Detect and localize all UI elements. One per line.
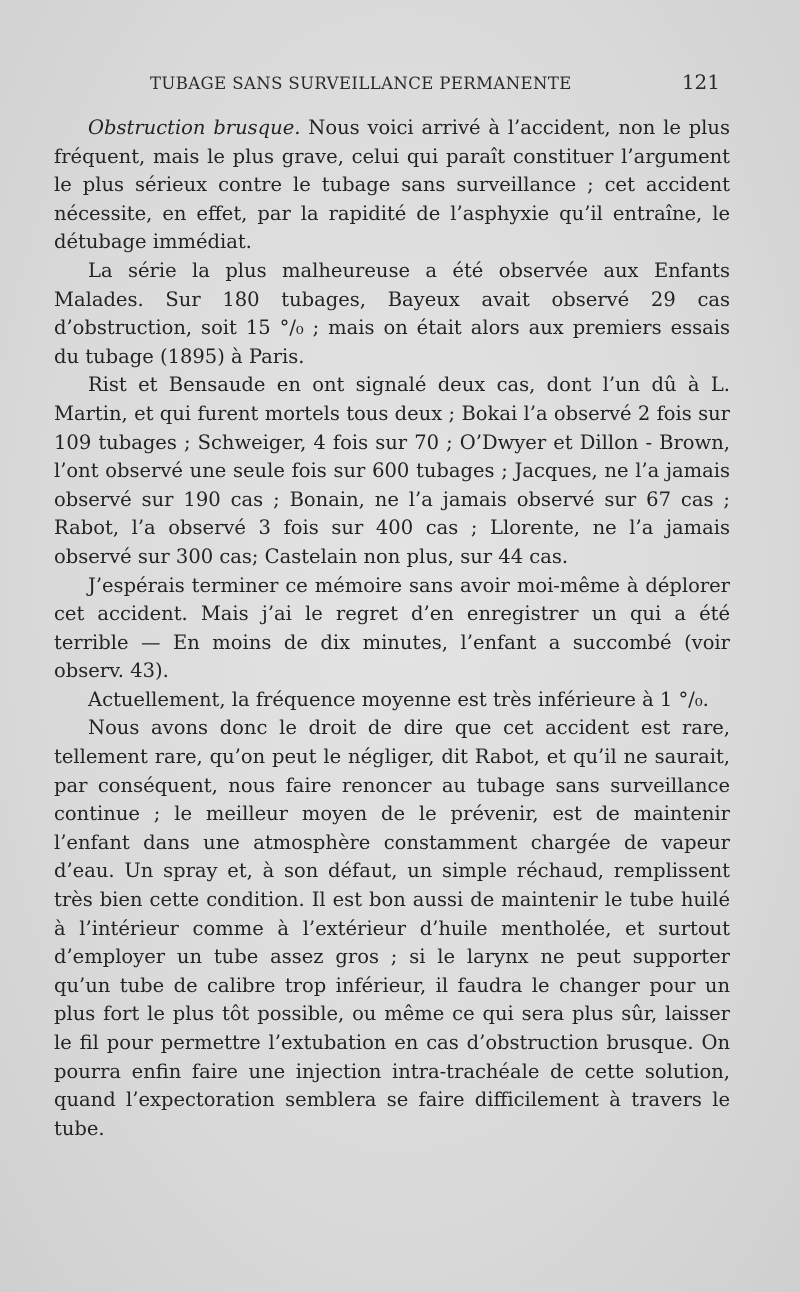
body-text: [54, 114, 730, 1143]
page-number: 121: [681, 70, 720, 94]
section-lead: Obstruction brusque.: [88, 116, 301, 139]
paragraph-1: [54, 114, 730, 257]
page-header: [150, 70, 720, 100]
paragraph-5: Actuellement, la fréquence moyenne est très inférieure à 1 °/₀.: [88, 687, 709, 711]
running-head: TUBAGE SANS SURVEILLANCE PERMANENTE: [150, 74, 572, 93]
paragraph-4: J’espérais terminer ce mémoire sans avoir moi-même à déplorer cet accident. Mais j’ai le regret d’en enregistrer un qui a été terrible — En moins de dix minutes, l’enfant a succombé (voir observ. 43).: [54, 573, 730, 683]
paragraph-3: Rist et Bensaude en ont signalé deux cas, dont l’un dû à L. Martin, et qui furent mortels tous deux ; Bokai l’a observé 2 fois sur 109 tubages ; Schweiger, 4 fois sur 70 ; O’Dwyer et Dillon - Brown, l’ont observé une seule fois sur 600 tubages ; Jacques, ne l’a jamais observé sur 190 cas ; Bonain, ne l’a jamais observé sur 67 cas ; Rabot, l’a observé 3 fois sur 400 cas ; Llorente, ne l’a jamais observé sur 300 cas; Castelain non plus, sur 44 cas.: [54, 373, 730, 568]
paragraph-6: Nous avons donc le droit de dire que cet accident est rare, tellement rare, qu’on peut le négliger, dit Rabot, et qu’il ne saurait, par conséquent, nous faire renoncer au tubage sans surveillance continue ; le meilleur moyen de le prévenir, est de maintenir l’enfant dans une atmosphère constamment chargée de vapeur d’eau. Un spray et, à son défaut, un simple réchaud, remplissent très bien cette condition. Il est bon aussi de maintenir le tube huilé à l’intérieur comme à l’extérieur d’huile mentholée, et surtout d’employer un tube assez gros ; si le larynx ne peut supporter qu’un tube de calibre trop inférieur, il faudra le changer pour un plus fort le plus tôt possible, ou même ce qui sera plus sûr, laisser le fil pour permettre l’extubation en cas d’obstruction brusque. On pourra enfin faire une injection intra-trachéale de cette solution, quand l’expectoration semblera se faire difficilement à travers le tube.: [54, 716, 730, 1140]
paragraph-2: La série la plus malheureuse a été observée aux Enfants Malades. Sur 180 tubages, Bayeux avait observé 29 cas d’obstruction, soit 15 °/₀ ; mais on était alors aux premiers essais du tubage (1895) à Paris.: [54, 258, 730, 368]
paragraph-1-text: Nous voici arrivé à l’accident, non le plus fréquent, mais le plus grave, celui qui paraît constituer l’argument le plus sérieux contre le tubage sans surveillance ; cet accident nécessite, en effet, par la rapidité de l’asphyxie qu’il entraîne, le détubage immédiat.: [54, 116, 730, 254]
